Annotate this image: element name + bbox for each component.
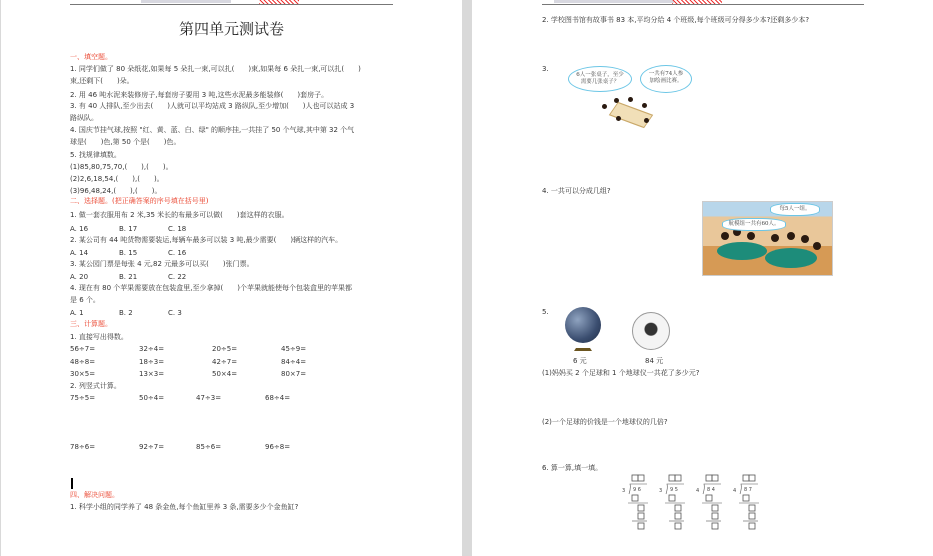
- question: 路纵队。: [70, 114, 98, 122]
- question: 5. 找规律填数。: [70, 151, 121, 159]
- question: 2. 学校图书馆有故事书 83 本,平均分给 4 个班级,每个班级可分得多少本?还剩多少本?: [542, 16, 810, 24]
- question: 是 6 个。: [70, 296, 100, 304]
- oral-calc-item: 45÷9=: [281, 345, 307, 353]
- question: 1. 做一套衣服用布 2 米,35 米长的布最多可以做( )套这样的衣服。: [70, 211, 289, 219]
- vertical-calc-item: 85÷6=: [196, 443, 222, 451]
- section-heading: 二、选择题。(把正确答案的序号填在括号里): [70, 197, 209, 205]
- dividend: 9 5: [670, 487, 678, 493]
- header-text: [554, 0, 674, 3]
- soccer-ball-image: [632, 312, 670, 350]
- answer-box[interactable]: [749, 513, 755, 519]
- header-rule: [70, 4, 393, 5]
- question: 4. 国庆节挂气球,按照 "红、黄、蓝、白、绿" 的顺序挂,一共挂了 50 个气球,其中第 32 个气: [70, 126, 355, 134]
- divisor: 4: [733, 488, 737, 494]
- answer-box[interactable]: [638, 505, 644, 511]
- question: 2. 列竖式计算。: [70, 382, 121, 390]
- question: 2. 某公司有 44 吨货物需要装运,每辆车最多可以装 3 吨,最少需要( )辆这样的汽车。: [70, 236, 343, 244]
- divisor: 3: [659, 488, 663, 494]
- oral-calc-item: 50×4=: [212, 370, 238, 378]
- header-text: [141, 0, 231, 3]
- answer-box[interactable]: [669, 495, 675, 501]
- speech-bubble: 一共有74人参加绘画比赛。: [640, 65, 692, 93]
- question: 1. 同学们做了 80 朵纸花,如果每 5 朵扎一束,可以扎( )束,如果每 6 朵扎一束,可以扎( ): [70, 65, 361, 73]
- answer-box[interactable]: [712, 513, 718, 519]
- answer-box[interactable]: [712, 505, 718, 511]
- quotient-box[interactable]: [638, 475, 644, 481]
- ball-price: 84 元: [645, 357, 664, 365]
- answer-option: B. 2: [119, 309, 133, 317]
- quotient-box[interactable]: [749, 475, 755, 481]
- oral-calc-item: 18÷3=: [139, 358, 165, 366]
- answer-option: C. 16: [168, 249, 187, 257]
- sequence-item: (1)85,80,75,70,( ),( )。: [70, 163, 173, 171]
- oral-calc-item: 32÷4=: [139, 345, 165, 353]
- answer-option: A. 1: [70, 309, 84, 317]
- question: (1)妈妈买 2 个足球和 1 个地球仪一共花了多少元?: [542, 369, 700, 377]
- answer-option: A. 20: [70, 273, 89, 281]
- question: 3. 某公园门票是每张 4 元,82 元最多可以买( )张门票。: [70, 260, 254, 268]
- answer-option: B. 21: [119, 273, 138, 281]
- question: (2)一个足球的价钱是一个地球仪的几倍?: [542, 418, 668, 426]
- answer-option: A. 14: [70, 249, 89, 257]
- quotient-box[interactable]: [743, 475, 749, 481]
- globe-stand: [574, 343, 592, 351]
- answer-box[interactable]: [675, 523, 681, 529]
- question: 球是( )色,第 50 个是( )色。: [70, 138, 181, 146]
- question-number: 5.: [542, 308, 549, 316]
- answer-box[interactable]: [675, 513, 681, 519]
- speech-bubble: 航模组一共有60人。: [722, 218, 786, 231]
- answer-option: B. 15: [119, 249, 138, 257]
- sequence-item: (3)96,48,24,( ),( )。: [70, 187, 162, 195]
- question: 4. 一共可以分成几组?: [542, 187, 611, 195]
- section-heading: 三、计算题。: [70, 320, 112, 328]
- document-page-1: [1, 0, 462, 556]
- dividend: 8 4: [707, 487, 715, 493]
- question-number: 3.: [542, 65, 549, 73]
- text-cursor: [71, 478, 73, 489]
- vertical-calc-item: 68÷4=: [265, 394, 291, 402]
- answer-option: B. 17: [119, 225, 138, 233]
- vertical-calc-item: 50÷4=: [139, 394, 165, 402]
- vertical-calc-item: 47÷3=: [196, 394, 222, 402]
- section-heading: 四、解决问题。: [70, 491, 119, 499]
- question: 束,还剩下( )朵。: [70, 77, 134, 85]
- vertical-calc-item: 92÷7=: [139, 443, 165, 451]
- oral-calc-item: 48÷8=: [70, 358, 96, 366]
- oral-calc-item: 30×5=: [70, 370, 96, 378]
- answer-option: C. 18: [168, 225, 187, 233]
- oral-calc-item: 84÷4=: [281, 358, 307, 366]
- header-rule: [542, 4, 864, 5]
- answer-option: C. 3: [168, 309, 182, 317]
- answer-box[interactable]: [749, 505, 755, 511]
- oral-calc-item: 80×7=: [281, 370, 307, 378]
- answer-option: A. 16: [70, 225, 89, 233]
- sequence-item: (2)2,6,18,54,( ),( )。: [70, 175, 164, 183]
- oral-calc-item: 56÷7=: [70, 345, 96, 353]
- answer-option: C. 22: [168, 273, 187, 281]
- globe-price: 6 元: [573, 357, 587, 365]
- quotient-box[interactable]: [632, 475, 638, 481]
- section-heading: 一、填空题。: [70, 53, 112, 61]
- answer-box[interactable]: [743, 495, 749, 501]
- page-title: 第四单元测试卷: [178, 20, 284, 38]
- answer-box[interactable]: [712, 523, 718, 529]
- dividend: 8 7: [744, 487, 752, 493]
- answer-box[interactable]: [638, 513, 644, 519]
- question: 6. 算一算,填一填。: [542, 464, 603, 472]
- answer-box[interactable]: [632, 495, 638, 501]
- classroom-illustration: [602, 100, 662, 138]
- vertical-calc-item: 78÷6=: [70, 443, 96, 451]
- quotient-box[interactable]: [706, 475, 712, 481]
- oral-calc-item: 20÷5=: [212, 345, 238, 353]
- quotient-box[interactable]: [712, 475, 718, 481]
- question: 1. 科学小组的同学养了 48 条金鱼,每个鱼缸里养 3 条,需要多少个金鱼缸?: [70, 503, 299, 511]
- globe-image: [565, 307, 601, 343]
- vertical-calc-item: 96÷8=: [265, 443, 291, 451]
- quotient-box[interactable]: [675, 475, 681, 481]
- oral-calc-item: 42÷7=: [212, 358, 238, 366]
- vertical-calc-item: 75÷5=: [70, 394, 96, 402]
- question: 4. 现在有 80 个苹果需要放在包装盒里,至少拿掉( )个苹果就能使每个包装盒里的苹果都: [70, 284, 352, 292]
- answer-box[interactable]: [706, 495, 712, 501]
- question: 3. 有 40 人排队,至少出去( )人就可以平均站成 3 路纵队,至少增加( )人也可以站成 3: [70, 102, 355, 110]
- speech-bubble: 每5人一组。: [770, 203, 820, 216]
- question: 2. 用 46 吨水泥来装修房子,每套房子要用 3 吨,这些水泥最多能装修( )套房子。: [70, 91, 329, 99]
- long-division-diagrams: [620, 474, 780, 540]
- dividend: 9 6: [633, 487, 641, 493]
- divisor: 4: [696, 488, 700, 494]
- answer-box[interactable]: [749, 523, 755, 529]
- question: 1. 直接写出得数。: [70, 333, 128, 341]
- answer-box[interactable]: [675, 505, 681, 511]
- oral-calc-item: 13×3=: [139, 370, 165, 378]
- speech-bubble: 6人一张桌子，至少需要几张桌子？: [568, 66, 632, 92]
- quotient-box[interactable]: [669, 475, 675, 481]
- answer-box[interactable]: [638, 523, 644, 529]
- divisor: 3: [622, 488, 626, 494]
